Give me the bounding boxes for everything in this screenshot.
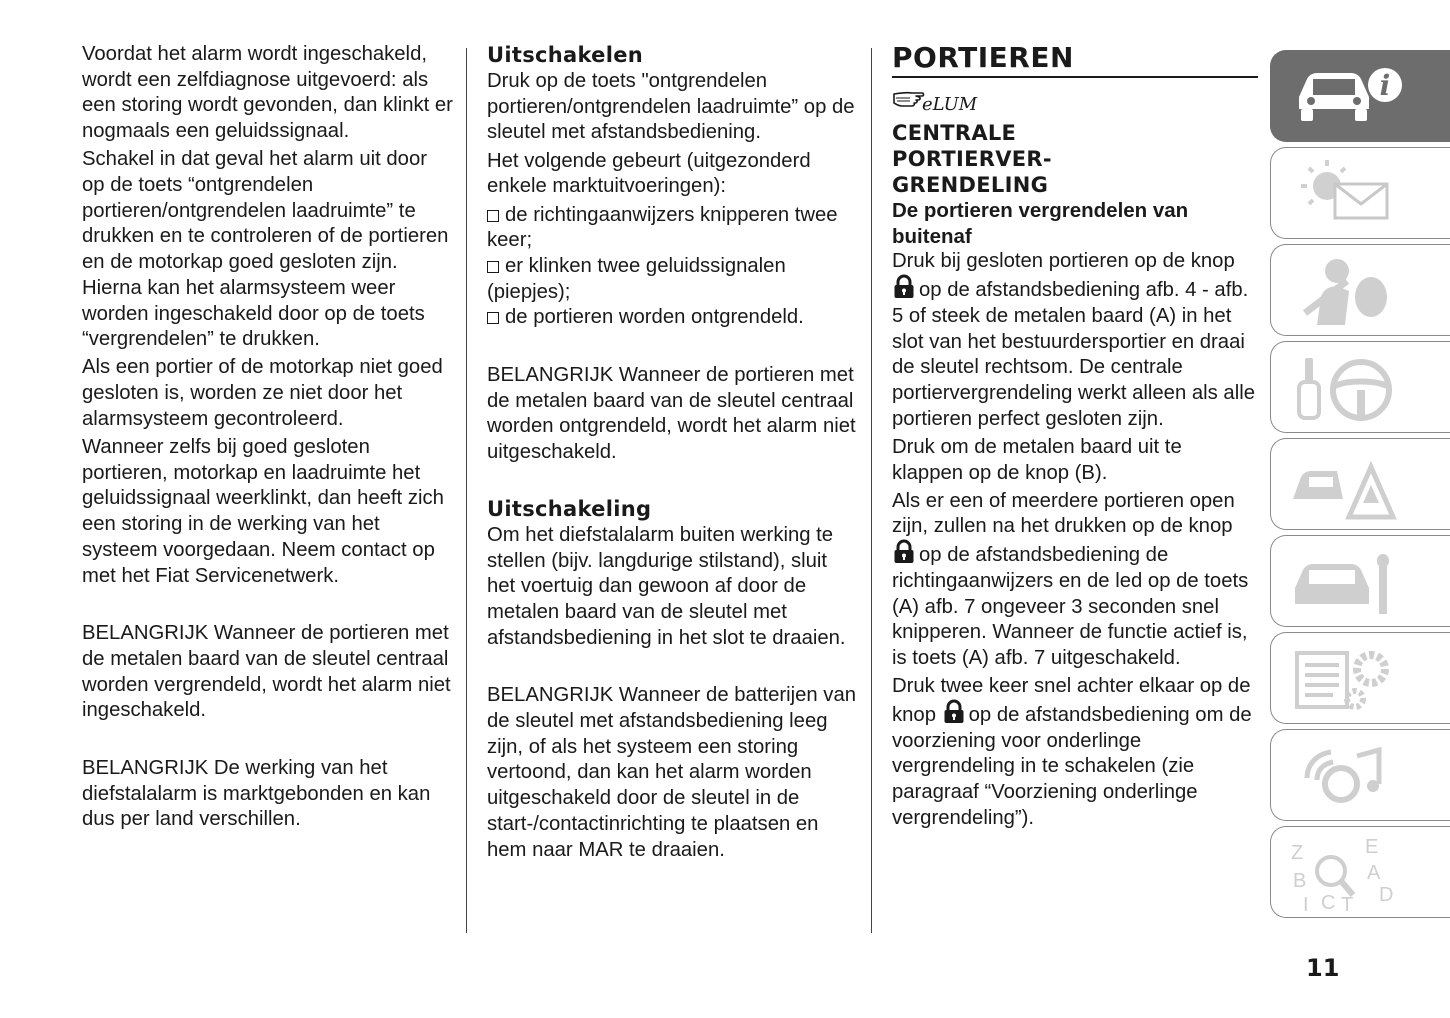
technical-data-gears-icon (1287, 641, 1407, 717)
paragraph: Schakel in dat geval het alarm uit door op de toets “ontgrendelen portieren/ontgrendelen laadruimte” te drukken en te controleren of de portieren en de motorkap goed gesloten zijn. Hierna kan het alarmsysteem weer worden ingeschakeld door op de toets “vergrendelen” te drukken. (82, 148, 449, 351)
paragraph: Voordat het alarm wordt ingeschakeld, wordt een zelfdiagnose uitgevoerd: als een storing wordt gevonden, dan klinkt er nogmaals een geluidssignaal. (82, 43, 453, 143)
section-title-line: PORTIERVER- (892, 147, 1052, 171)
svg-text:D: D (1379, 884, 1394, 906)
svg-text:E: E (1365, 836, 1379, 858)
svg-text:C: C (1321, 892, 1336, 914)
paragraph: Het volgende gebeurt (uitgezonderd enkele marktuitvoeringen): (487, 149, 811, 198)
important-note: BELANGRIJK Wanneer de portieren met de metalen baard van de sleutel centraal worden vergrendeld, wordt het alarm niet ingeschakeld. (82, 622, 451, 722)
checkbox-bullet-icon (487, 261, 499, 273)
important-note: BELANGRIJK Wanneer de portieren met de metalen baard van de sleutel centraal worden ontgrendeld, wordt het alarm niet uitgeschakeld. (487, 364, 856, 464)
paragraph (892, 674, 1258, 831)
checkbox-bullet-icon (487, 312, 499, 324)
list-item-text: er klinken twee geluidssignalen (piepjes); (487, 254, 786, 303)
svg-text:T: T (1341, 894, 1354, 916)
tab-warning-lights[interactable] (1270, 147, 1450, 239)
paragraph: Om het diefstalalarm buiten werking te stellen (bijv. langdurige stilstand), sluit het voertuig dan gewoon af door de metalen baard van de sleutel met afstandsbediening in het slot te draaien. (487, 523, 846, 649)
paragraph: Wanneer zelfs bij goed gesloten portieren, motorkap en laadruimte het geluidssignaal weerklinkt, dan heeft zich een storing in de werking van het systeem voorgedaan. Neem contact op met het Fiat Servicenetwerk. (82, 436, 444, 587)
column-divider (466, 48, 467, 933)
paragraph (892, 249, 1258, 432)
elum-label: eLUM (922, 94, 978, 115)
lock-icon (893, 540, 915, 564)
paragraph-text: op de afstandsbediening de richtingaanwijzers en de led op de toets (A) afb. 7 ongeveer 3 seconden snel knipperen. Wanneer de functie actief is, is toets (A) afb. 7 uitgeschakeld. (892, 544, 1249, 669)
car-service-icon (1287, 544, 1407, 620)
elum-hand-icon (892, 84, 978, 115)
tab-index[interactable] (1270, 826, 1450, 918)
list-item (487, 305, 859, 331)
svg-text:A: A (1367, 862, 1381, 884)
chapter-title: PORTIEREN (892, 42, 1258, 78)
key-steering-wheel-icon (1287, 350, 1407, 426)
column-2 (487, 42, 859, 863)
warning-lights-message-icon (1287, 156, 1407, 232)
tab-car-info[interactable] (1270, 50, 1450, 142)
paragraph-text: Druk bij gesloten portieren op de knop (892, 250, 1235, 273)
breakdown-warning-icon (1287, 447, 1407, 523)
paragraph: Druk om de metalen baard uit te klappen op de knop (B). (892, 435, 1182, 484)
tab-starting-driving[interactable] (1270, 341, 1450, 433)
heading-uitschakelen: Uitschakelen (487, 43, 643, 67)
svg-text:Z: Z (1291, 842, 1304, 864)
section-title-line: GRENDELING (892, 173, 1049, 197)
list-item-text: de portieren worden ontgrendeld. (505, 306, 804, 329)
tab-safety[interactable] (1270, 244, 1450, 336)
paragraph-text: op de afstandsbediening afb. 4 - afb. 5 of steek de metalen baard (A) in het slot van het bestuurdersportier en draai de sleutel rechtsom. De centrale portiervergrendeling werkt alleen als alle portieren perfect gesloten zijn. (892, 279, 1256, 430)
subsection-title: De portieren vergrendelen van buitenaf (892, 199, 1189, 248)
car-info-icon (1287, 59, 1407, 135)
paragraph-text: Druk twee keer snel achter elkaar op de knop (892, 675, 1251, 726)
section-title-line: CENTRALE (892, 121, 1017, 145)
column-divider (871, 48, 872, 933)
heading-uitschakeling: Uitschakeling (487, 496, 652, 521)
tab-emergency[interactable] (1270, 438, 1450, 530)
svg-text:i: i (1379, 69, 1391, 102)
paragraph: Als een portier of de motorkap niet goed gesloten is, worden ze niet door het alarmsysteem gecontroleerd. (82, 356, 443, 430)
paragraph: Druk op de toets "ontgrendelen portieren/ontgrendelen laadruimte” op de sleutel met afstandsbediening. (487, 70, 855, 144)
list-item (487, 254, 859, 305)
list-item (487, 203, 859, 254)
multimedia-icon (1287, 738, 1407, 814)
important-note: BELANGRIJK Wanneer de batterijen van de sleutel met afstandsbediening leeg zijn, of als het systeem een storing vertoond, dan kan het alarm worden uitgeschakeld door de sleutel in de start-/contactinrichting te plaatsen en hem naar MAR te draaien. (487, 684, 857, 861)
paragraph-text: Als er een of meerdere portieren open zijn, zullen na het drukken op de knop (892, 489, 1235, 538)
list-item-text: de richtingaanwijzers knipperen twee keer; (487, 203, 838, 252)
paragraph-text: op de afstandsbediening om de voorziening voor onderlinge vergrendeling in te schakelen (zie paragraaf “Voorziening onderlinge vergrendeling”). (892, 703, 1252, 829)
tab-technical-data[interactable] (1270, 632, 1450, 724)
svg-text:B: B (1293, 870, 1307, 892)
checkbox-bullet-icon (487, 210, 499, 222)
tab-maintenance[interactable] (1270, 535, 1450, 627)
lock-icon (893, 275, 915, 299)
important-note: BELANGRIJK De werking van het diefstalalarm is marktgebonden en kan dus per land verschillen. (82, 757, 431, 831)
svg-text:I: I (1303, 894, 1309, 916)
index-search-icon (1287, 835, 1407, 916)
column-3 (892, 42, 1258, 831)
page-number: 11 (1306, 954, 1340, 982)
airbag-seatbelt-icon (1287, 253, 1407, 329)
paragraph (892, 489, 1258, 672)
column-1 (82, 42, 454, 833)
lock-icon (943, 700, 965, 724)
tab-multimedia[interactable] (1270, 729, 1450, 821)
